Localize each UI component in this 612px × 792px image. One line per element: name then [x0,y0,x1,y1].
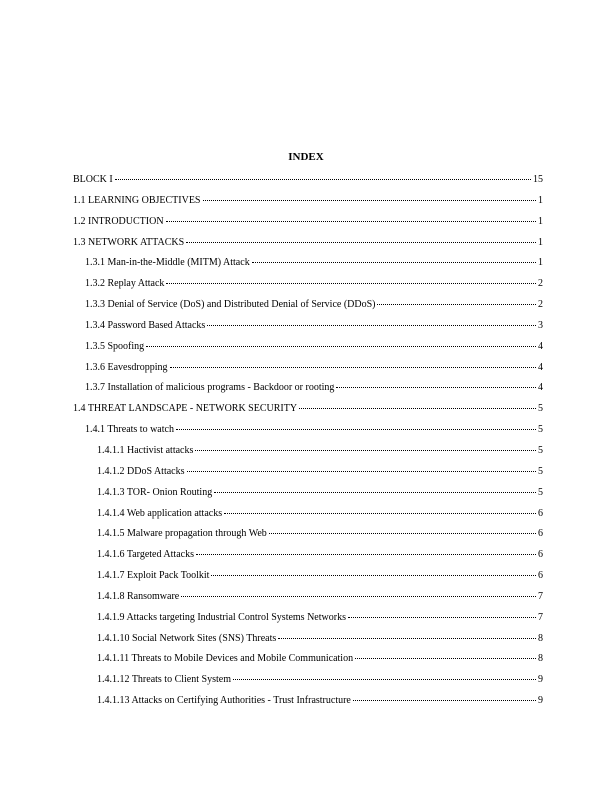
toc-dot-leader [299,408,536,409]
toc-dot-leader [377,304,536,305]
toc-entry[interactable] [73,174,543,195]
toc-entry-title: 1.3.4 Password Based Attacks [85,319,206,331]
toc-entry-title: 1.4.1.7 Exploit Pack Toolkit [97,570,210,582]
toc-entry[interactable] [73,362,543,383]
toc-dot-leader [176,429,536,430]
toc-dot-leader [196,554,536,555]
toc-dot-leader [214,492,536,493]
toc-dot-leader [166,283,536,284]
toc-dot-leader [348,617,536,618]
toc-page-number: 1 [538,236,543,248]
toc-page-number: 4 [538,361,543,373]
toc-dot-leader [224,513,536,514]
toc-entry[interactable] [73,320,543,341]
toc-page-number: 7 [538,590,543,602]
toc-entry-title: 1.4.1.1 Hactivist attacks [97,444,194,456]
toc-dot-leader [353,700,536,701]
toc-entry[interactable] [73,216,543,237]
toc-page-number: 6 [538,549,543,561]
toc-entry[interactable] [73,382,543,403]
toc-page-number: 2 [538,278,543,290]
toc-entry[interactable] [73,591,543,612]
toc-page-number: 4 [538,382,543,394]
toc-dot-leader [187,471,537,472]
toc-dot-leader [211,575,536,576]
toc-dot-leader [166,221,536,222]
toc-entry-title: 1.3 NETWORK ATTACKS [73,236,185,248]
toc-dot-leader [252,262,536,263]
toc-dot-leader [269,533,536,534]
toc-entry[interactable] [73,424,543,445]
toc-page-number: 6 [538,570,543,582]
toc-page-number: 1 [538,215,543,227]
toc-entry-title: 1.4.1.11 Threats to Mobile Devices and Mobile Communication [97,653,354,665]
toc-page-number: 9 [538,695,543,707]
toc-dot-leader [233,679,536,680]
toc-entry[interactable] [73,570,543,591]
toc-entry[interactable] [73,549,543,570]
toc-entry[interactable] [73,195,543,216]
toc-entry[interactable] [73,466,543,487]
index-title: INDEX [288,151,324,163]
toc-entry[interactable] [73,612,543,633]
toc-dot-leader [207,325,536,326]
toc-page-number: 5 [538,424,543,436]
toc-entry-title: 1.3.2 Replay Attack [85,278,165,290]
toc-entry-title: 1.3.1 Man-in-the-Middle (MITM) Attack [85,257,250,269]
toc-page-number: 5 [538,444,543,456]
toc-entry-title: 1.2 INTRODUCTION [73,215,164,227]
toc-entry-title: 1.4.1.8 Ransomware [97,590,180,602]
toc-entry-title: 1.4.1.4 Web application attacks [97,507,223,519]
toc-entry-title: 1.4.1.5 Malware propagation through Web [97,528,267,540]
toc-entry[interactable] [73,508,543,529]
toc-entry[interactable] [73,341,543,362]
toc-entry-title: 1.3.7 Installation of malicious programs - Backdoor or rooting [85,382,335,394]
toc-dot-leader [170,367,537,368]
toc-page-number: 15 [533,174,543,185]
toc-dot-leader [278,638,536,639]
toc-entry[interactable] [73,445,543,466]
toc-page-number: 4 [538,340,543,352]
toc-entry-title: 1.4 THREAT LANDSCAPE - NETWORK SECURITY [73,403,298,415]
toc-entry-title: 1.4.1.12 Threats to Client System [97,674,231,686]
toc-dot-leader [115,179,531,180]
toc-page-number: 1 [538,257,543,269]
toc-page-number: 9 [538,674,543,686]
toc-page-number: 3 [538,319,543,331]
toc-page-number: 5 [538,403,543,415]
toc-entry[interactable] [73,403,543,424]
toc-entry[interactable] [73,674,543,695]
toc-entry-title: 1.4.1.6 Targeted Attacks [97,549,194,561]
toc-dot-leader [203,200,537,201]
toc-entry[interactable] [73,633,543,654]
toc-entry-title: 1.4.1.10 Social Network Sites (SNS) Threats [97,632,277,644]
toc-entry[interactable] [73,299,543,320]
toc-entry-title: BLOCK I [73,174,113,185]
toc-entry-title: 1.4.1.3 TOR- Onion Routing [97,486,213,498]
toc-entry[interactable] [73,528,543,549]
toc-page-number: 7 [538,611,543,623]
toc-dot-leader [181,596,536,597]
toc-dot-leader [186,242,536,243]
toc-page-number: 5 [538,486,543,498]
toc-entry[interactable] [73,695,543,716]
toc-page-number: 8 [538,653,543,665]
toc-entry[interactable] [73,487,543,508]
toc-entry-title: 1.1 LEARNING OBJECTIVES [73,194,201,206]
toc-entry-title: 1.4.1 Threats to watch [85,424,174,436]
toc-entry-title: 1.4.1.2 DDoS Attacks [97,465,185,477]
toc-page-number: 5 [538,465,543,477]
toc-dot-leader [355,658,536,659]
toc-dot-leader [146,346,536,347]
toc-entry-title: 1.3.6 Eavesdropping [85,361,168,373]
toc-entry-title: 1.3.5 Spoofing [85,340,145,352]
table-of-contents [73,174,543,716]
toc-entry[interactable] [73,278,543,299]
toc-page-number: 8 [538,632,543,644]
toc-page-number: 6 [538,528,543,540]
toc-page-number: 1 [538,194,543,206]
toc-dot-leader [336,387,536,388]
toc-entry-title: 1.3.3 Denial of Service (DoS) and Distributed Denial of Service (DDoS) [85,299,376,311]
toc-page-number: 6 [538,507,543,519]
toc-entry-title: 1.4.1.13 Attacks on Certifying Authorities - Trust Infrastructure [97,695,351,707]
toc-entry[interactable] [73,257,543,278]
toc-entry-title: 1.4.1.9 Attacks targeting Industrial Control Systems Networks [97,611,346,623]
toc-entry[interactable] [73,237,543,258]
toc-entry[interactable] [73,653,543,674]
toc-dot-leader [195,450,536,451]
toc-page-number: 2 [538,299,543,311]
